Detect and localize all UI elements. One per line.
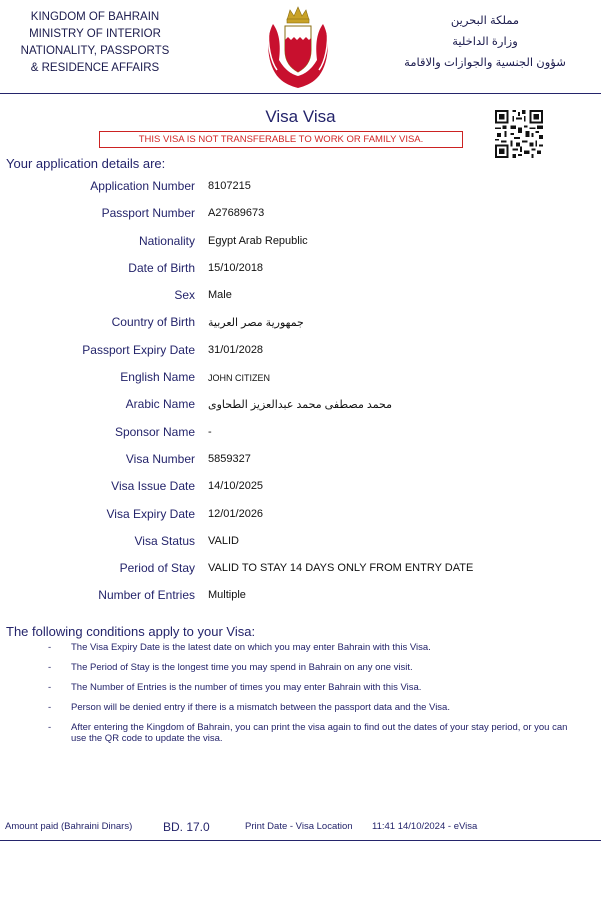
bullet-dash: - xyxy=(48,662,52,673)
detail-value: محمد مصطفى محمد عبدالعزيز الطحاوى xyxy=(208,399,393,412)
detail-value: جمهورية مصر العربية xyxy=(208,317,304,330)
detail-row-passport-expiry-date xyxy=(0,339,601,366)
condition-text: The Number of Entries is the number of times you may enter Bahrain with this Visa. xyxy=(71,682,422,693)
bahrain-coat-of-arms-icon xyxy=(265,4,331,88)
condition-item xyxy=(0,702,601,713)
condition-item xyxy=(0,682,601,693)
detail-label: Sponsor Name xyxy=(114,424,195,439)
bullet-dash: - xyxy=(48,642,52,653)
header-arabic-line: شؤون الجنسية والجوازات والاقامة xyxy=(404,57,566,69)
detail-label: Visa Issue Date xyxy=(111,479,195,494)
amount-paid-label: Amount paid (Bahraini Dinars) xyxy=(5,821,133,832)
detail-row-visa-issue-date xyxy=(0,475,601,502)
condition-item xyxy=(0,642,601,653)
document-title: Visa Visa xyxy=(265,107,336,126)
detail-label: Application Number xyxy=(90,179,195,193)
detail-value: A27689673 xyxy=(208,207,265,220)
detail-label: Period of Stay xyxy=(119,561,195,576)
detail-row-visa-status xyxy=(0,530,601,557)
detail-label: Arabic Name xyxy=(125,397,195,412)
detail-row-country-of-birth xyxy=(0,311,601,338)
detail-value: Multiple xyxy=(208,589,246,602)
condition-item xyxy=(0,662,601,673)
detail-label: Sex xyxy=(174,288,195,303)
header-divider xyxy=(0,93,601,94)
detail-value: Egypt Arab Republic xyxy=(208,234,308,247)
header-arabic-line: وزارة الداخلية xyxy=(452,36,518,48)
print-date-label: Print Date - Visa Location xyxy=(245,821,353,832)
detail-row-passport-number xyxy=(0,202,601,229)
header-english-line: MINISTRY OF INTERIOR xyxy=(29,28,161,40)
footer-divider xyxy=(0,840,601,841)
warning-banner: THIS VISA IS NOT TRANSFERABLE TO WORK OR FAMILY VISA. xyxy=(99,131,463,148)
detail-value: 14/10/2025 xyxy=(208,480,264,493)
detail-label: Visa Expiry Date xyxy=(106,506,195,521)
condition-item xyxy=(0,722,601,744)
header-arabic-line: مملكة البحرين xyxy=(450,15,520,27)
detail-value: VALID xyxy=(208,534,239,547)
details-intro: Your application details are: xyxy=(6,156,166,171)
detail-value: VALID TO STAY 14 DAYS ONLY FROM ENTRY DATE xyxy=(208,562,474,575)
detail-value: 12/01/2026 xyxy=(208,507,264,520)
conditions-heading: The following conditions apply to your Visa: xyxy=(6,624,256,639)
detail-label: Nationality xyxy=(138,233,195,248)
detail-label: Passport Number xyxy=(101,206,195,221)
condition-text: The Period of Stay is the longest time you may spend in Bahrain on any one visit. xyxy=(71,662,413,673)
detail-row-period-of-stay xyxy=(0,557,601,584)
bullet-dash: - xyxy=(48,682,52,693)
detail-row-date-of-birth xyxy=(0,257,601,284)
detail-row-english-name xyxy=(0,366,601,393)
detail-value: - xyxy=(208,425,212,438)
detail-row-sex xyxy=(0,284,601,311)
qr-code-icon[interactable] xyxy=(495,110,543,158)
details-list xyxy=(0,175,601,612)
detail-label: Number of Entries xyxy=(98,588,195,603)
bullet-dash: - xyxy=(48,702,52,713)
detail-row-number-of-entries xyxy=(0,584,601,611)
print-date-value: 11:41 14/10/2024 - eVisa xyxy=(372,821,478,832)
amount-paid-value: BD. 17.0 xyxy=(163,820,210,834)
condition-text: Person will be denied entry if there is a mismatch between the passport data and the Visa. xyxy=(71,702,450,713)
detail-row-nationality xyxy=(0,230,601,257)
detail-row-application-number xyxy=(0,175,601,202)
detail-value: 31/01/2028 xyxy=(208,343,264,356)
detail-row-visa-number xyxy=(0,448,601,475)
detail-row-arabic-name xyxy=(0,393,601,420)
bullet-dash: - xyxy=(48,722,52,733)
detail-value: JOHN CITIZEN xyxy=(208,373,270,384)
header-english-line: NATIONALITY, PASSPORTS xyxy=(20,45,170,57)
detail-label: English Name xyxy=(120,370,195,385)
header-english-line: & RESIDENCE AFFAIRS xyxy=(30,62,160,74)
header-english-line: KINGDOM OF BAHRAIN xyxy=(30,11,160,23)
condition-text: The Visa Expiry Date is the latest date on which you may enter Bahrain with this Visa. xyxy=(71,642,431,653)
detail-row-visa-expiry-date xyxy=(0,503,601,530)
header-arabic xyxy=(400,11,570,74)
header-english xyxy=(0,9,190,77)
detail-label: Date of Birth xyxy=(128,260,195,275)
detail-value: 8107215 xyxy=(208,180,251,192)
detail-value: 15/10/2018 xyxy=(208,261,264,274)
detail-label: Passport Expiry Date xyxy=(82,342,195,357)
detail-row-sponsor-name xyxy=(0,421,601,448)
conditions-list xyxy=(0,642,601,753)
detail-label: Visa Number xyxy=(125,451,195,466)
detail-label: Visa Status xyxy=(134,533,195,548)
condition-text: After entering the Kingdom of Bahrain, you can print the visa again to find out the dates of your stay period, or you can use the QR code to update the visa. xyxy=(71,722,568,744)
detail-value: 5859327 xyxy=(208,452,251,465)
detail-value: Male xyxy=(208,289,232,302)
detail-label: Country of Birth xyxy=(111,315,195,330)
